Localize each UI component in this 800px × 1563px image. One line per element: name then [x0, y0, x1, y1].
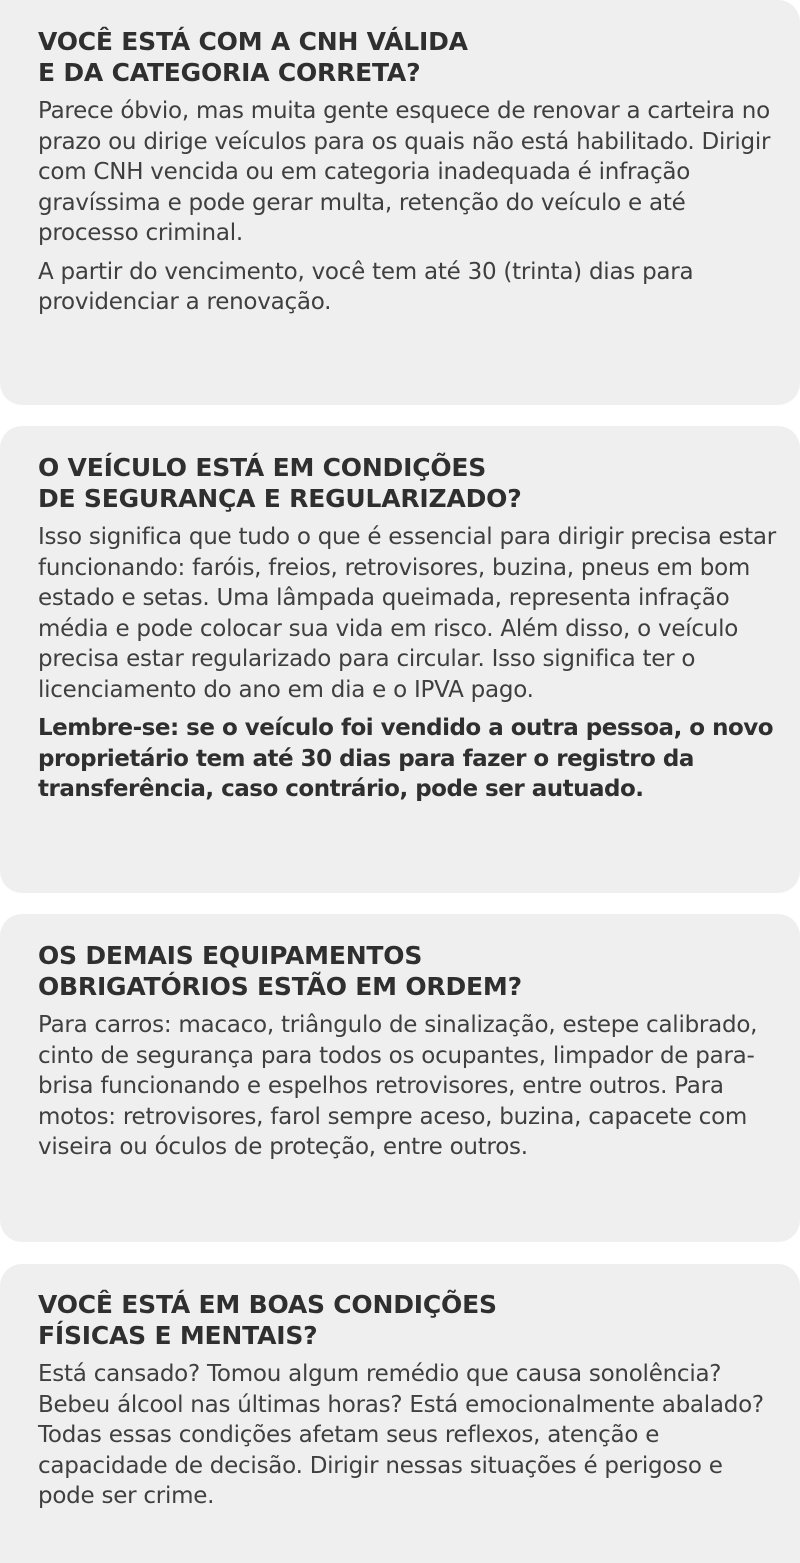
card-title: OS DEMAIS EQUIPAMENTOS OBRIGATÓRIOS ESTÃO EM ORDEM?	[38, 941, 522, 1001]
card-cnh-valida	[0, 0, 800, 405]
card-paragraph: Isso significa que tudo o que é essencial para dirigir precisa estar funcionando: faróis, freios, retrovisores, buzina, pneus em bom estado e setas. Uma lâmpada queimada, representa infração média e pode colocar sua vida em risco. Além disso, o veículo precisa estar regularizado para circular. Isso significa ter o licenciamento do ano em dia e o IPVA pago.	[38, 524, 776, 703]
card-veiculo-seguranca	[0, 426, 800, 893]
card-equipamentos-obrigatorios	[0, 914, 800, 1242]
card-condicoes-fisicas	[0, 1264, 800, 1563]
card-title: VOCÊ ESTÁ EM BOAS CONDIÇÕES FÍSICAS E MENTAIS?	[38, 1290, 497, 1350]
card-paragraph: Está cansado? Tomou algum remédio que causa sonolência? Bebeu álcool nas últimas horas? Está emocionalmente abalado? Todas essas condições afetam seus reflexos, atenção e capacidade de decisão. Dirigir nessas situações é perigoso e pode ser crime.	[38, 1361, 764, 1509]
card-paragraph: Para carros: macaco, triângulo de sinalização, estepe calibrado, cinto de segurança para todos os ocupantes, limpador de para-brisa funcionando e espelhos retrovisores, entre outros. Para motos: retrovisores, farol sempre aceso, buzina, capacete com viseira ou óculos de proteção, entre outros.	[38, 1012, 758, 1160]
card-title: VOCÊ ESTÁ COM A CNH VÁLIDA E DA CATEGORIA CORRETA?	[38, 27, 468, 87]
card-title: O VEÍCULO ESTÁ EM CONDIÇÕES DE SEGURANÇA E REGULARIZADO?	[38, 453, 522, 513]
card-paragraph: Parece óbvio, mas muita gente esquece de renovar a carteira no prazo ou dirige veículos para os quais não está habilitado. Dirigir com CNH vencida ou em categoria inadequada é infração gravíssima e pode gerar multa, retenção do veículo e até processo criminal.	[38, 98, 771, 246]
card-highlight-paragraph: Lembre-se: se o veículo foi vendido a outra pessoa, o novo proprietário tem até 30 dias para fazer o registro da transferência, caso contrário, pode ser autuado.	[38, 715, 774, 802]
card-paragraph: A partir do vencimento, você tem até 30 (trinta) dias para providenciar a renovação.	[38, 258, 694, 315]
